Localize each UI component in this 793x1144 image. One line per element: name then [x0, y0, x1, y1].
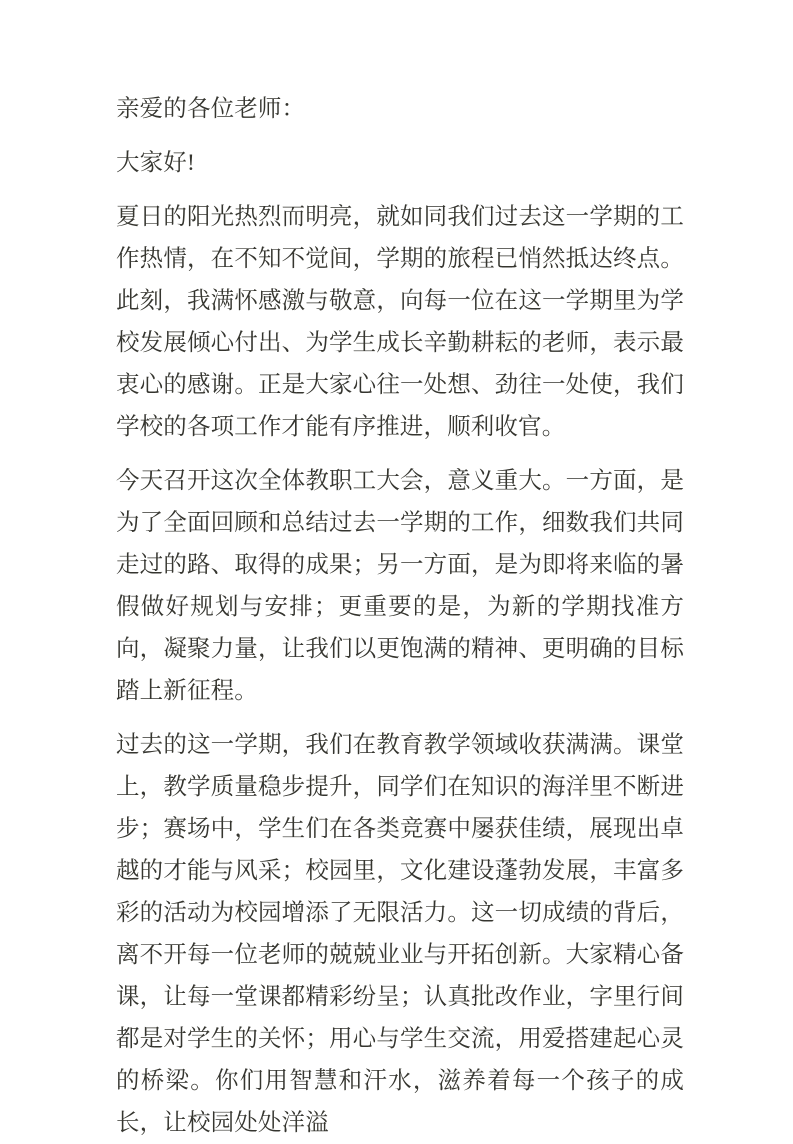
document-text-body [116, 88, 684, 1144]
paragraph-greeting: 大家好! [116, 150, 195, 176]
paragraph-body-2: 今天召开这次全体教职工大会，意义重大。一方面，是为了全面回顾和总结过去一学期的工作，细数我们共同走过的路、取得的成果；另一方面，是为即将来临的暑假做好规划与安排；更重要的是，为新的学期找准方向，凝聚力量，让我们以更饱满的精神、更明确的目标踏上新征程。 [116, 468, 684, 704]
paragraph-body-1: 夏日的阳光热烈而明亮，就如同我们过去这一学期的工作热情，在不知不觉间，学期的旅程已悄然抵达终点。此刻，我满怀感激与敬意，向每一位在这一学期里为学校发展倾心付出、为学生成长辛勤耕耘的老师，表示最衷心的感谢。正是大家心往一处想、劲往一处使，我们学校的各项工作才能有序推进，顺利收官。 [116, 204, 684, 440]
paragraph-salutation: 亲爱的各位老师： [116, 96, 306, 122]
paragraph-body-3: 过去的这一学期，我们在教育教学领域收获满满。课堂上，教学质量稳步提升，同学们在知识的海洋里不断进步；赛场中，学生们在各类竞赛中屡获佳绩，展现出卓越的才能与风采；校园里，文化建设蓬勃发展，丰富多彩的活动为校园增添了无限活力。这一切成绩的背后，离不开每一位老师的兢兢业业与开拓创新。大家精心备课，让每一堂课都精彩纷呈；认真批改作业，字里行间都是对学生的关怀；用心与学生交流，用爱搭建起心灵的桥梁。你们用智慧和汗水，滋养着每一个孩子的成长，让校园处处洋溢 [116, 732, 684, 1136]
